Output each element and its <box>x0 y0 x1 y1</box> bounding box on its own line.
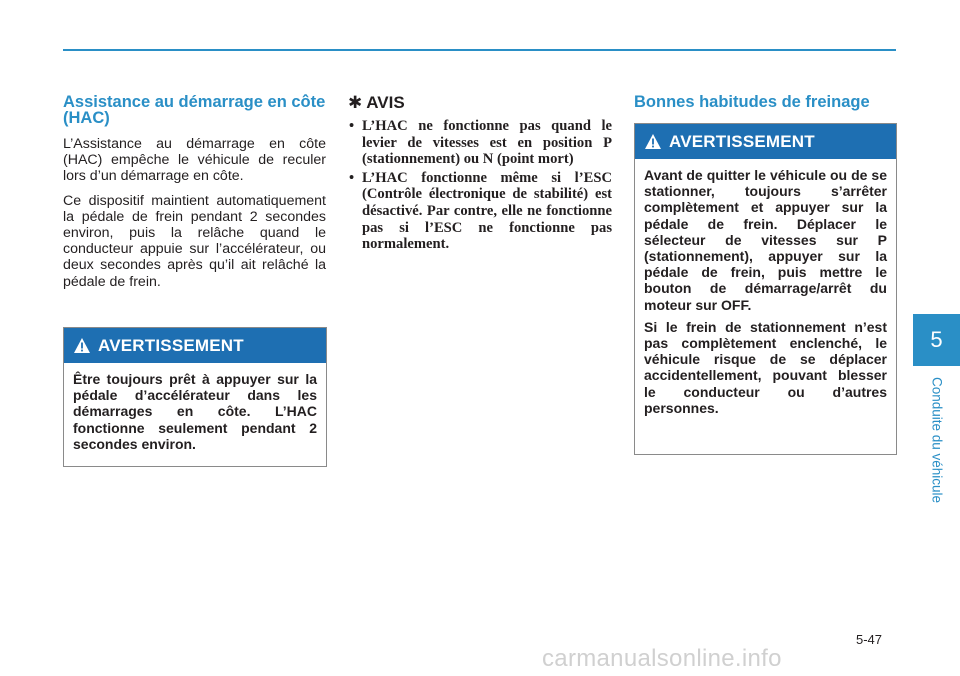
watermark: carmanualsonline.info <box>542 645 782 672</box>
avis-item-1: • L’HAC ne fonctionne pas quand le levier de vitesses est en position P (stationnement) ou N (point mort) <box>348 118 612 168</box>
chapter-tab: 5 <box>913 314 960 366</box>
warning-paragraph-1: Avant de quitter le véhicule ou de se stationner, toujours s’arrêter complètement et appuyer sur la pédale de frein. Déplacer le sélecteur de vitesses sur P (stationnement), appuyer sur la pédale de frein, puis mettre le bouton de démarrage/arrêt du moteur sur OFF. <box>644 167 887 313</box>
warning-text: Être toujours prêt à appuyer sur la pédale d’accélérateur dans les démarrages en côte. L’HAC fonctionne seulement pendant 2 secondes environ. <box>73 371 317 452</box>
warning-label: AVERTISSEMENT <box>98 335 244 355</box>
warning-body <box>64 363 326 466</box>
section-title-braking: Bonnes habitudes de freinage <box>634 93 870 111</box>
avis-list <box>348 118 612 253</box>
hac-paragraph-2: Ce dispositif maintient automatiquement la pédale de frein pendant 2 secondes environ, puis la relâche quand le conducteur appuie sur l’accélérateur, ou deux secondes après qu’il ait relâché la pédale de frein. <box>63 192 326 290</box>
warning-triangle-icon <box>74 338 90 353</box>
warning-body <box>635 159 896 430</box>
warning-paragraph-2: Si le frein de stationnement n’est pas complètement enclenché, le véhicule risque de se déplacer accidentellement, pouvant blesser le conducteur ou d’autres personnes. <box>644 318 887 416</box>
chapter-label <box>913 370 960 510</box>
chapter-label-text: Conduite du véhicule <box>929 376 944 504</box>
warning-label: AVERTISSEMENT <box>669 131 815 151</box>
warning-header <box>635 124 896 159</box>
warning-header <box>64 328 326 363</box>
top-rule <box>63 49 896 51</box>
page-number: 5-47 <box>856 632 883 647</box>
avis-item-2: • L’HAC fonctionne même si l’ESC (Contrôle électronique de stabilité) est désactivé. Par contre, elle ne fonctionne pas si l’ESC ne fonctionne pas normalement. <box>348 170 612 253</box>
asterisk-icon: ✱ <box>348 93 363 113</box>
warning-box-braking <box>634 123 897 455</box>
avis-title: AVIS <box>366 93 405 112</box>
warning-triangle-icon <box>645 134 661 149</box>
section-title-hac: Assistance au démarrage en côte (HAC) <box>63 93 326 127</box>
avis-heading <box>348 94 612 112</box>
column-hac <box>63 94 326 298</box>
hac-paragraph-1: L’Assistance au démarrage en côte (HAC) empêche le véhicule de reculer lors d’un démarrage en côte. <box>63 136 326 185</box>
column-braking <box>634 94 896 120</box>
warning-box-hac <box>63 327 327 467</box>
column-avis <box>348 94 612 255</box>
